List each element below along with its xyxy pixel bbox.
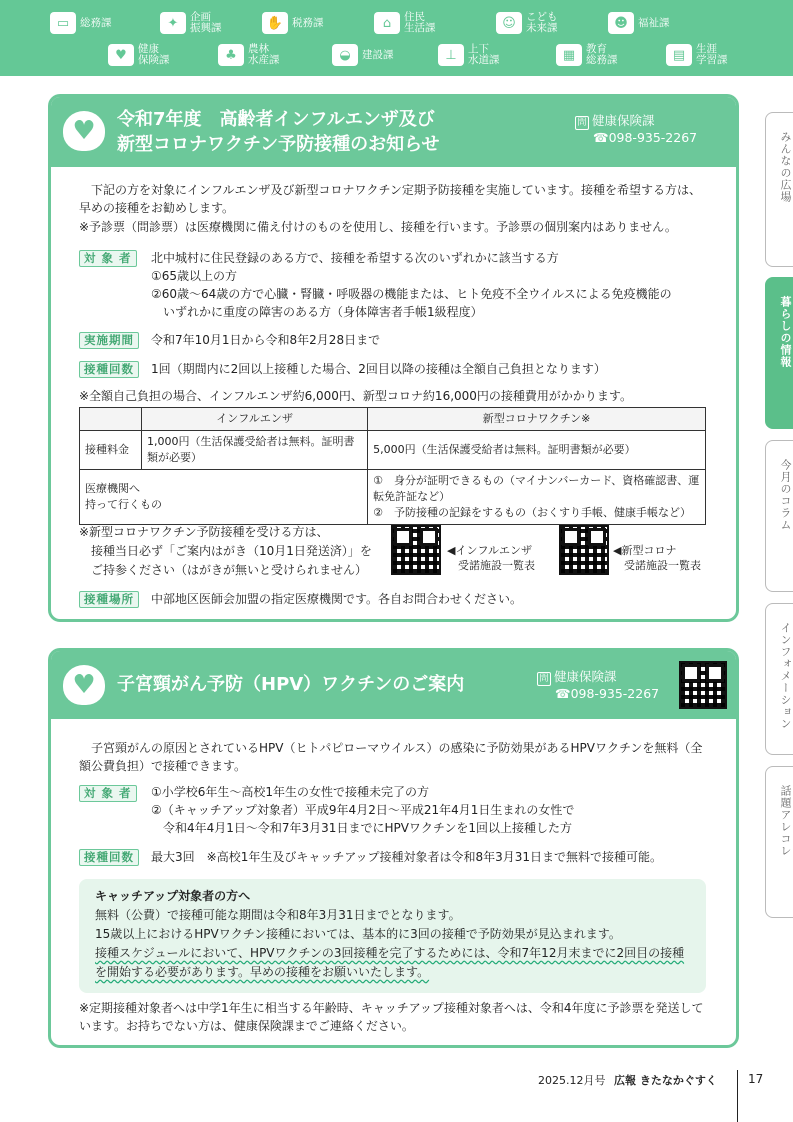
inquiry-icon: 問 [575,116,589,130]
fee-table [79,407,706,525]
card-header [51,651,736,719]
count-tag: 接種回数 [79,361,139,378]
contact-info [537,669,659,702]
dept-label: 農林 水産課 [248,43,280,66]
dept-label: 健康 保険課 [138,43,170,66]
book-icon: ▤ [666,44,692,66]
influenza-covid-card [48,94,739,622]
intro-text: 下記の方を対象にインフルエンザ及び新型コロナワクチン定期予防接種を実施しています。接種を希望する方は、早めの接種をお勧めします。 [79,183,701,215]
heart-icon: ♥ [63,111,105,151]
covid-note: ※新型コロナワクチン予防接種を受ける方は、 接種当日必ず「ご案内はがき（10月1日発送済）」を ご持参ください（はがきが無いと受けられません） [79,525,372,577]
inquiry-icon: 問 [537,672,551,686]
dept-label: 総務課 [80,16,112,29]
fee-flu: 1,000円（生活保護受給者は無料。証明書類が必要） [142,431,368,470]
dept-suido[interactable] [438,44,500,66]
heart-icon: ♥ [108,44,134,66]
place-tag: 接種場所 [79,591,139,608]
dept-kodomo[interactable] [496,12,558,34]
col-header-flu: インフルエンザ [142,408,368,431]
card-title: 子宮頸がん予防（HPV）ワクチンのご案内 [117,674,465,695]
dept-kyoiku[interactable] [556,44,618,66]
dept-label: 福祉課 [638,16,670,29]
publication-name: 広報 きたなかぐすく [614,1074,717,1087]
target-tag: 対 象 者 [79,250,137,267]
coins-hand-icon: ✋ [262,12,288,34]
dept-label: 上下 水道課 [468,43,500,66]
dept-label: 企画 振興課 [190,11,222,34]
dept-jumin[interactable] [374,12,436,34]
contact-phone[interactable]: ☎098-935-2267 [593,130,698,145]
contact-dept: 健康保険課 [592,113,655,128]
fee-covid: 5,000円（生活保護受給者は無料。証明書類が必要） [368,431,706,470]
catchup-line: 無料（公費）で接種可能な期間は令和8年3月31日までとなります。 [95,908,461,922]
house-icon: ⌂ [374,12,400,34]
qr-code-covid[interactable] [559,525,609,575]
card-header [51,97,736,167]
contact-phone[interactable]: ☎098-935-2267 [555,686,660,701]
tab-minna-no-hiroba[interactable] [765,112,793,267]
hpv-vaccine-card [48,648,739,1048]
card-title: 令和7年度 高齢者インフルエンザ及び 新型コロナワクチン予防接種のお知らせ [117,109,440,155]
target-text: 北中城村に住民登録のある方で、接種を希望する次のいずれかに該当する方 ①65歳以上の方 ②60歳～64歳の方で心臓・腎臓・呼吸器の機能または、ヒト免疫不全ウイルスによる免疫機能の いずれかに重度の障害のある方（身体障害者手帳1級程度） [151,251,672,319]
bring-item: ① 身分が証明できるもの（マイナンバーカード、資格確認書、運転免許証など） [373,474,700,503]
catchup-heading: キャッチアップ対象者の方へ [95,889,251,903]
footer-divider [737,1070,738,1122]
intro-note: ※予診票（問診票）は医療機関に備え付けのものを使用し、接種を行います。予診票の個別案内はありません。 [79,220,677,234]
dept-shogai[interactable] [666,44,728,66]
tree-icon: ♣ [218,44,244,66]
faucet-icon: ⊥ [438,44,464,66]
dept-label: 住民 生活課 [404,11,436,34]
qr-code-hpv[interactable] [679,661,727,709]
dept-label: 教育 総務課 [586,43,618,66]
qr-code-flu[interactable] [391,525,441,575]
dept-zeimu[interactable] [262,12,324,34]
cost-note: ※全額自己負担の場合、インフルエンザ約6,000円、新型コロナ約16,000円の接種費用がかかります。 [79,389,632,403]
tab-kongetsu-no-column[interactable] [765,440,793,592]
intro-text: 子宮頸がんの原因とされているHPV（ヒトパピローマウイルス）の感染に予防効果があるHPVワクチンを無料（全額公費負担）で接種できます。 [79,741,703,773]
count-text: 1回（期間内に2回以上接種した場合、2回目以降の接種は全額自己負担となります） [151,362,606,376]
place-text: 中部地区医師会加盟の指定医療機関です。各自お問合わせください。 [151,592,523,606]
col-header-covid: 新型コロナワクチン※ [368,408,706,431]
row-header-fee: 接種料金 [80,431,142,470]
dept-fukushi[interactable] [608,12,670,34]
tab-label: 暮らしの情報 [779,296,792,368]
tab-label: みんなの広場 [779,131,792,203]
page-number: 17 [748,1072,764,1086]
table-corner [80,408,142,431]
parent-child-icon: ☺ [496,12,522,34]
bring-items [368,470,706,525]
catchup-line-emphasis: 接種スケジュールにおいて、HPVワクチンの3回接種を完了するためには、令和7年12月末までに2回目の接種を開始する必要があります。早めの接種をお願いいたします。 [95,946,685,979]
dept-label: 生涯 学習課 [696,43,728,66]
contact-dept: 健康保険課 [554,669,617,684]
count-tag: 接種回数 [79,849,139,866]
footnote: ※定期接種対象者へは中学1年生に相当する年齢時、キャッチアップ接種対象者へは、令和4年度に予診票を発送しています。お持ちでない方は、健康保険課までご連絡ください。 [79,1001,704,1033]
dept-label: 税務課 [292,16,324,29]
dept-label: 建設課 [362,48,394,61]
target-text: ①小学校6年生～高校1年生の女性で接種未完了の方 ②（キャッチアップ対象者）平成9年4月2日～平成21年4月1日生まれの女性で 令和4年4月1日～令和7年3月31日までにHPVワクチンを1回以上接種した方 [151,785,575,835]
tab-kurashi-no-joho[interactable] [765,277,793,429]
qr-label-covid: ◀新型コロナ 受諾施設一覧表 [613,544,701,572]
dept-soumu[interactable] [50,12,112,34]
heart-icon: ♥ [63,665,105,705]
contact-info [575,113,697,146]
period-tag: 実施期間 [79,332,139,349]
worker-icon: ◒ [332,44,358,66]
tab-information[interactable] [765,603,793,755]
tab-label: インフォメーション [779,622,792,730]
dept-label: こども 未来課 [526,11,558,34]
family-icon: ☻ [608,12,634,34]
catchup-line: 15歳以上におけるHPVワクチン接種においては、基本的に3回の接種で予防効果が見込まれます。 [95,927,621,941]
dept-kenko[interactable] [108,44,170,66]
qr-label-flu: ◀インフルエンザ 受諾施設一覧表 [447,544,535,572]
count-text: 最大3回 ※高校1年生及びキャッチアップ接種対象者は令和8年3月31日まで無料で接種可能。 [151,850,663,864]
school-icon: ▦ [556,44,582,66]
tab-wadai-arekore[interactable] [765,766,793,918]
lightbulb-icon: ✦ [160,12,186,34]
period-text: 令和7年10月1日から令和8年2月28日まで [151,333,381,347]
department-bar [0,0,793,76]
bring-item: ② 予防接種の記録をするもの（おくすり手帳、健康手帳など） [373,506,691,519]
row-header-bring: 医療機関へ 持って行くもの [80,470,368,525]
catchup-box [79,879,706,993]
tab-label: 話題アレコレ [779,785,792,857]
dept-norin[interactable] [218,44,280,66]
dept-kensetsu[interactable] [332,44,394,66]
dept-kikaku[interactable] [160,12,222,34]
target-tag: 対 象 者 [79,785,137,802]
computer-icon: ▭ [50,12,76,34]
issue-date: 2025.12月号 [538,1074,606,1087]
tab-label: 今月のコラム [779,459,792,531]
